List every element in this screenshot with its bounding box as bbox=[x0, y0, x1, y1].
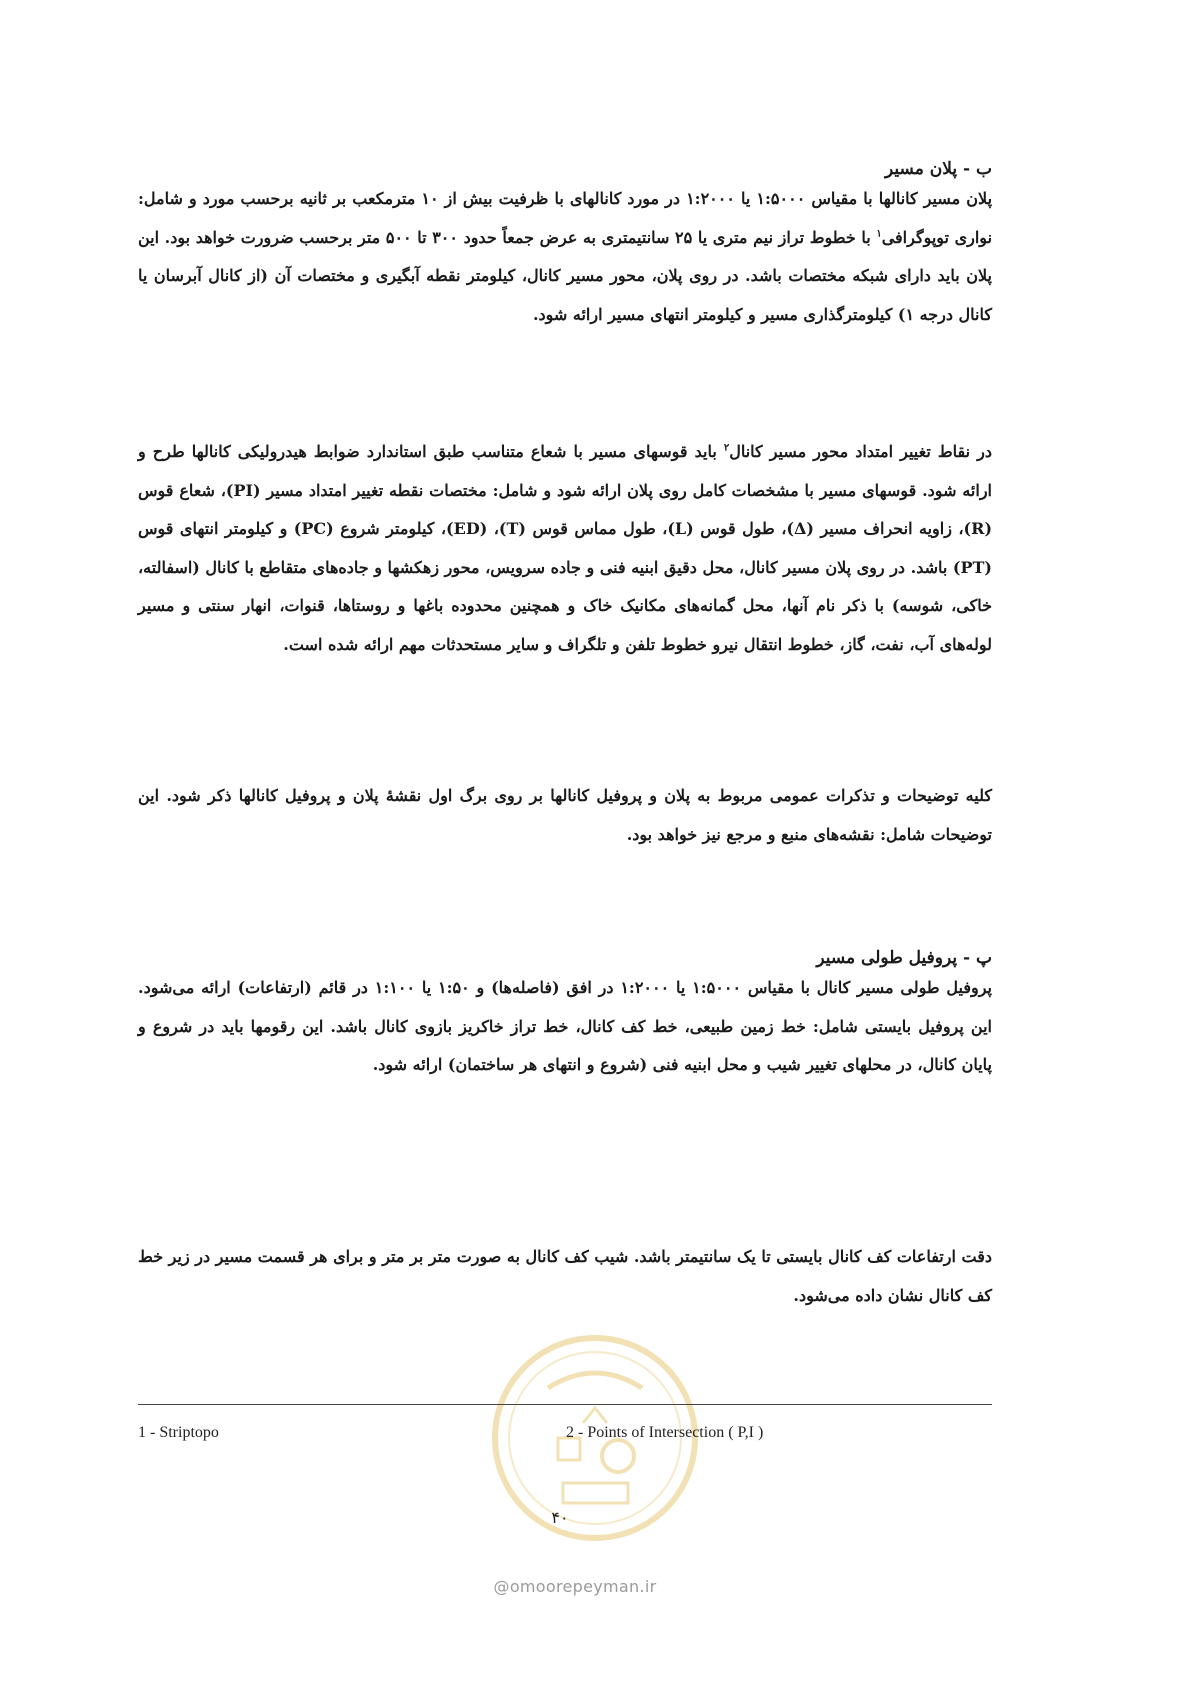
paragraph-text-continued: با خطوط تراز نیم متری یا ۲۵ سانتیمتری به عرض جمعاً حدود ۳۰۰ تا ۵۰۰ متر برحسب ضرورت خواهد بود. این پلان باید دارای شبکه مختصات باشد. در روی پلان، محور مسیر کانال، کیلومتر نقطه آبگیری و مختصات آن (از کانال آبرسان یا کانال درجه ۱) کیلومترگذاری مسیر و کیلومتر انتهای مسیر ارائه شود. bbox=[138, 227, 993, 324]
section-p-heading: پ - پروفیل طولی مسیر bbox=[816, 948, 992, 968]
section-b-heading: ب - پلان مسیر bbox=[885, 159, 992, 179]
section-b-paragraph-3: کلیه توضیحات و تذکرات عمومی مربوط به پلان و پروفیل کانالها بر روی برگ اول نقشهٔ پلان و پروفیل کانالها ذکر شود. این توضیحات شامل: نقشه‌های منبع و مرجع نیز خواهد بود. bbox=[138, 786, 993, 844]
page-number: ۴۰ bbox=[551, 1508, 569, 1527]
paragraph-text: در نقاط تغییر امتداد محور مسیر کانال bbox=[729, 442, 992, 461]
section-p-paragraph-1: پروفیل طولی مسیر کانال با مقیاس ۱:۵۰۰۰ یا ۱:۲۰۰۰ در افق (فاصله‌ها) و ۱:۵۰ یا ۱:۱۰۰ در قائم (ارتفاعات) ارائه می‌شود. این پروفیل بایستی شامل: خط زمین طبیعی، خط کف کانال، خط تراز خاکریز بازوی کانال باشد. این رقومها باید در شروع و پایان کانال، در محلهای تغییر شیب و محل ابنیه فنی (شروع و انتهای هر ساختمان) ارائه شود. bbox=[138, 978, 992, 1074]
section-p-paragraph-2: دقت ارتفاعات کف کانال بایستی تا یک سانتیمتر باشد. شیب کف کانال به صورت متر بر متر و برای هر قسمت مسیر در زیر خط کف کانال نشان داده می‌شود. bbox=[138, 1247, 992, 1305]
footnote-separator bbox=[138, 1404, 992, 1405]
paragraph-text: پلان مسیر کانالها با مقیاس ۱:۵۰۰۰ یا ۱:۲۰۰۰ در مورد کانالهای با ظرفیت بیش از ۱۰ مترمکعب بر ثانیه برحسب مورد و شامل: نواری توپوگرافی bbox=[138, 189, 993, 247]
section-b-paragraph-1 bbox=[138, 180, 992, 334]
section-b-paragraph-2 bbox=[138, 433, 992, 664]
paragraph-text-continued: باید قوسهای مسیر با شعاع متناسب طبق استاندارد ضوابط هیدرولیکی کانالها طرح و ارائه شود. قوسهای مسیر با مشخصات کامل روی پلان ارائه شود و شامل: مختصات نقطه تغییر امتداد مسیر (PI)، شعاع قوس (R)، زاویه انحراف مسیر (Δ)، طول قوس (L)، طول مماس قوس (T)، (ED)، کیلومتر شروع (PC) و کیلومتر انتهای قوس (PT) باشد. در روی پلان مسیر کانال، محل دقیق ابنیه فنی و جاده سرویس، محور زهکشها و جاده‌های متقاطع با کانال (اسفالته، خاکی، شوسه) با ذکر نام آنها، محل گمانه‌های مکانیک خاک و همچنین محدوده باغها و روستاها، قنوات، انهار سنتی و مسیر لوله‌های آب، نفت، گاز، خطوط انتقال نیرو خطوط تلفن و تلگراف و سایر مستحدثات مهم ارائه شده است. bbox=[138, 442, 993, 654]
footnote-ref-2: ۲ bbox=[723, 442, 730, 454]
footnote-1: 1 - Striptopo bbox=[138, 1424, 219, 1441]
watermark-site: @omoorepeyman.ir bbox=[493, 1577, 657, 1596]
footnote-ref-1: ۱ bbox=[876, 228, 882, 240]
footnote-2: 2 - Points of Intersection ( P,I ) bbox=[566, 1424, 764, 1441]
